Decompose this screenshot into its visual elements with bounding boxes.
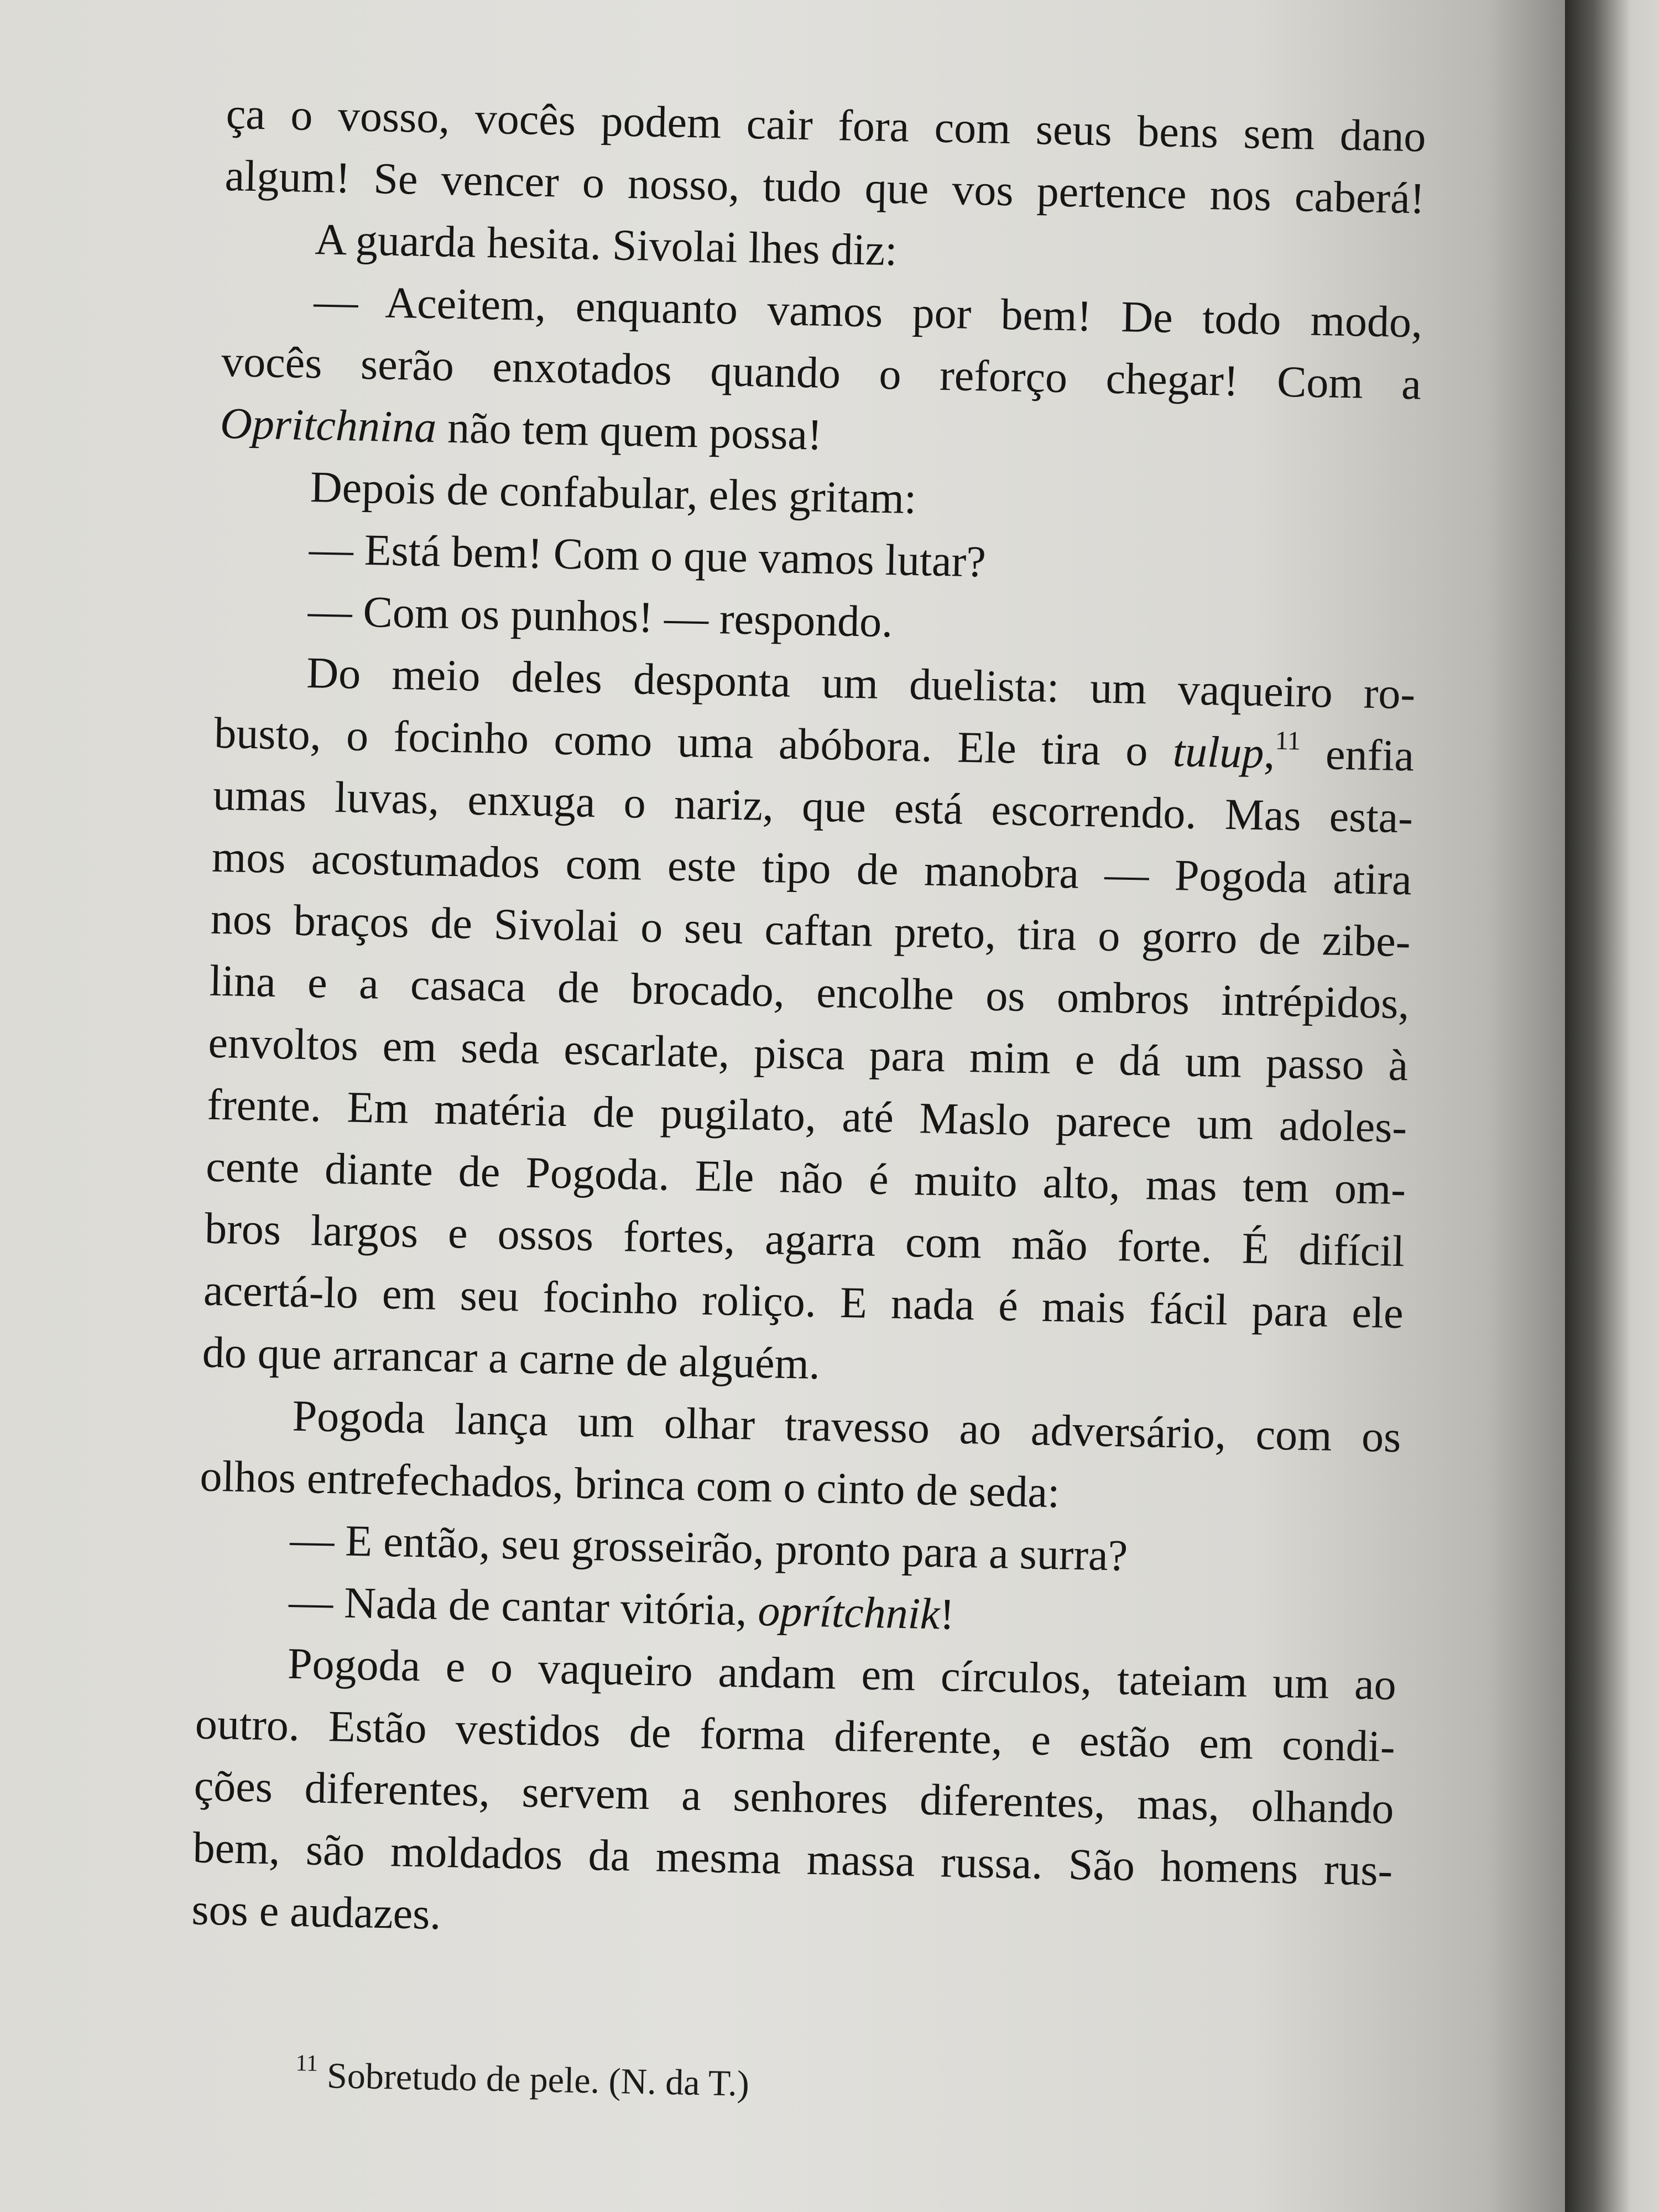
text-line: Pogoda lança um olhar travesso ao adversário, com os: [291, 1391, 1402, 1462]
text-line: lina e a casaca de brocado, encolhe os ombros intrépidos,: [208, 956, 1410, 1029]
text-line: cente diante de Pogoda. Ele não é muito alto, mas tem om-: [205, 1142, 1406, 1214]
text-line: algum! Se vencer o nosso, tudo que vos pertence nos caberá!: [224, 151, 1426, 223]
text-line: — Nada de cantar vitória, oprítchnik!: [288, 1577, 955, 1639]
text-line: Opritchnina não tem quem possa!: [220, 399, 823, 460]
text-line: A guarda hesita. Sivolai lhes diz:: [314, 215, 898, 275]
italic-term: oprítchnik: [757, 1586, 941, 1639]
text-line: — Está bem! Com o que vamos lutar?: [308, 525, 987, 587]
footnote-text: Sobretudo de pele. (N. da T.): [326, 2056, 750, 2104]
text-line: busto, o focinho como uma abóbora. Ele tira o tulup,$^{11}$ enfia: [213, 708, 1415, 781]
text-line: ça o vosso, vocês podem cair fora com seus bens sem dano: [226, 89, 1427, 161]
page-body-text: [191, 83, 1426, 1964]
text-line: do que arrancar a carne de alguém.: [202, 1328, 821, 1389]
text-line: sos e audazes.: [191, 1885, 442, 1939]
text-line: olhos entrefechados, brinca com o cinto de seda:: [199, 1452, 1061, 1517]
footnote: [295, 2051, 750, 2105]
text-line: umas luvas, enxuga o nariz, que está escorrendo. Mas esta-: [212, 770, 1413, 843]
text-line: ções diferentes, servem a senhores diferentes, mas, olhando: [194, 1761, 1395, 1834]
text-line: bem, são moldados da mesma massa russa. São homens rus-: [192, 1823, 1394, 1896]
text-line: — Com os punhos! — respondo.: [307, 587, 894, 647]
text-line: Do meio deles desponta um duelista: um vaqueiro ro-: [306, 648, 1416, 719]
text-line: frente. Em matéria de pugilato, até Maslo parece um adoles-: [206, 1080, 1407, 1152]
text-line: — E então, seu grosseirão, pronto para a surra?: [289, 1515, 1129, 1580]
text-line: — Aceitem, enquanto vamos por bem! De todo modo,: [313, 277, 1423, 347]
footnote-number: 11: [295, 2051, 319, 2077]
footnote-reference: 11: [1275, 726, 1301, 756]
text-line: outro. Estão vestidos de forma diferente, e estão em condi-: [195, 1699, 1396, 1772]
text-line: envoltos em seda escarlate, pisca para mim e dá um passo à: [207, 1018, 1409, 1091]
italic-term: Opritchnina: [220, 399, 437, 452]
book-spine-edge: [1565, 0, 1659, 2212]
text-line: mos acostumados com este tipo de manobra — Pogoda atira: [211, 832, 1412, 905]
text-line: nos braços de Sivolai o seu caftan preto, tira o gorro de zibe-: [210, 894, 1411, 967]
text-line: Pogoda e o vaqueiro andam em círculos, tateiam um ao: [287, 1639, 1397, 1710]
text-line: Depois de confabular, eles gritam:: [310, 463, 917, 524]
text-line: vocês serão enxotados quando o reforço chegar! Com a: [221, 337, 1422, 409]
text-line: bros largos e ossos fortes, agarra com mão forte. É difícil: [204, 1204, 1405, 1276]
text-line: acertá-lo em seu focinho roliço. E nada é mais fácil para ele: [203, 1266, 1404, 1338]
italic-term: tulup: [1172, 727, 1265, 778]
